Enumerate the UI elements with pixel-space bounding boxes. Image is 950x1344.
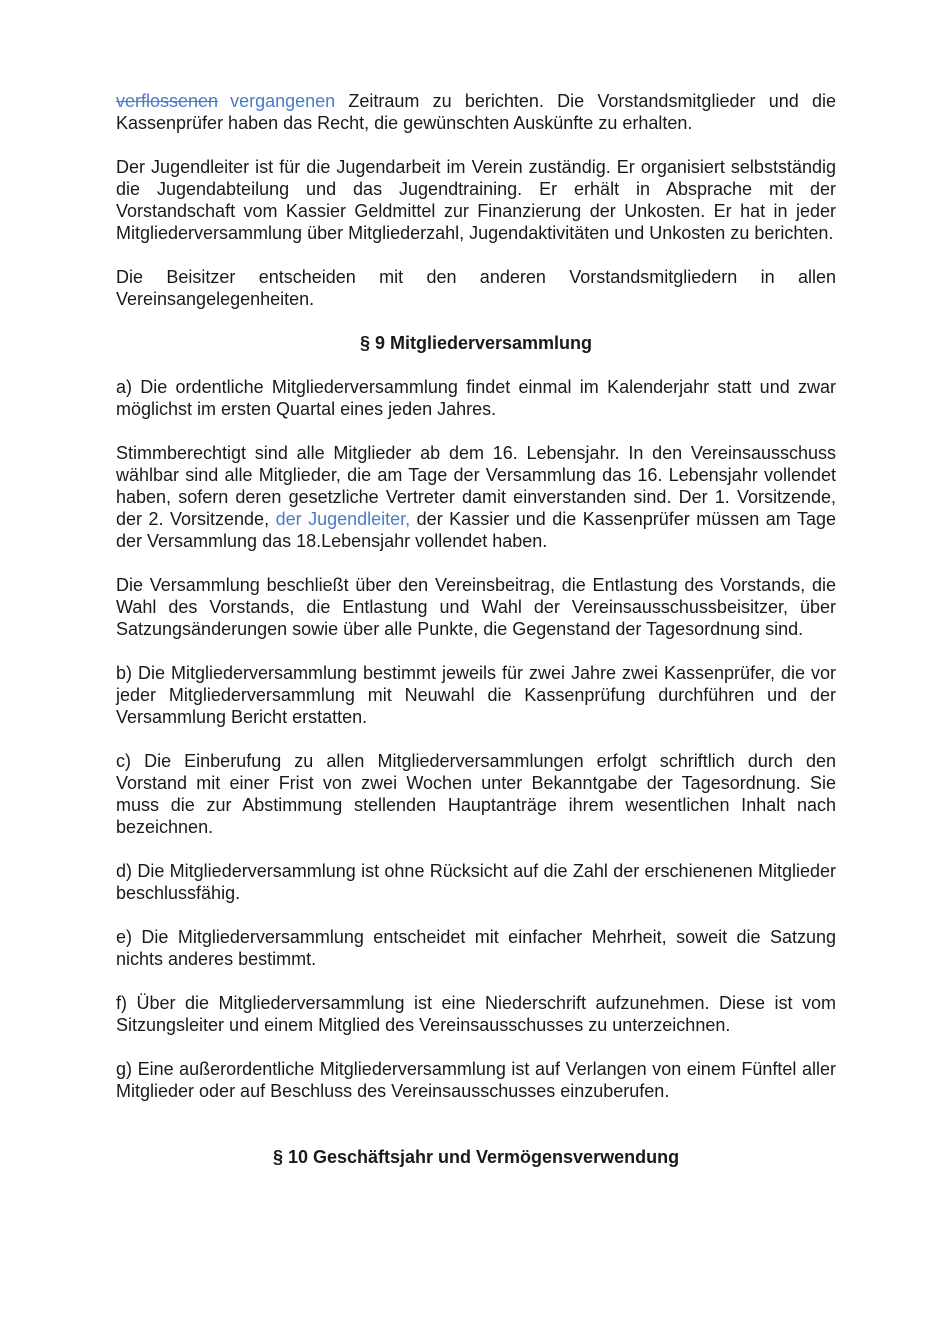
paragraph-f: f) Über die Mitgliederversammlung ist eine Niederschrift aufzunehmen. Diese ist vom Sitzungsleiter und einem Mitglied des Vereinsausschusses zu unterzeichnen. [116, 993, 836, 1035]
paragraph-jugendleiter: Der Jugendleiter ist für die Jugendarbeit im Verein zuständig. Er organisiert selbstständig die Jugendabteilung und das Jugendtraining. Er erhält in Absprache mit der Vorstandschaft vom Kassier Geldmittel zur Finanzierung der Unkosten. Er hat in jeder Mitgliederversammlung über Mitgliederzahl, Jugendaktivitäten und Unkosten zu berichten. [116, 157, 836, 243]
paragraph-b: b) Die Mitgliederversammlung bestimmt jeweils für zwei Jahre zwei Kassenprüfer, die vor jeder Mitgliederversammlung mit Neuwahl die Kassenprüfung durchführen und der Versammlung Bericht erstatten. [116, 663, 836, 727]
inserted-text: der Jugendleiter, [275, 509, 411, 529]
paragraph-versammlung: Die Versammlung beschließt über den Vereinsbeitrag, die Entlastung des Vorstands, die Wahl des Vorstands, die Entlastung und Wahl der Vereinsausschussbeisitzer, über Satzungsänderungen sowie über alle Punkte, die Gegenstand der Tagesordnung sind. [116, 575, 836, 639]
paragraph-text: Zeitraum zu berichten. Die Vorstandsmitglieder und die Kassenprüfer haben das Recht, die gewünschten Auskünfte zu erhalten. [116, 91, 836, 133]
paragraph-report-rights [116, 90, 836, 134]
document-page [116, 90, 836, 1190]
section-heading-10: § 10 Geschäftsjahr und Vermögensverwendung [272, 1147, 680, 1167]
deleted-text: verflossenen [116, 91, 219, 111]
paragraph-g: g) Eine außerordentliche Mitgliederversammlung ist auf Verlangen von einem Fünftel aller Mitglieder oder auf Beschluss des Vereinsausschusses einzuberufen. [116, 1059, 836, 1101]
paragraph-c: c) Die Einberufung zu allen Mitgliederversammlungen erfolgt schriftlich durch den Vorstand mit einer Frist von zwei Wochen unter Bekanntgabe der Tagesordnung. Sie muss die zur Abstimmung stellenden Hauptanträge ihrem wesentlichen Inhalt nach bezeichnen. [116, 751, 836, 837]
paragraph-text: der Kassier und die Kassenprüfer müssen am Tage der Versammlung das 18.Lebensjahr vollendet haben. [116, 509, 836, 551]
paragraph-a: a) Die ordentliche Mitgliederversammlung findet einmal im Kalenderjahr statt und zwar möglichst im ersten Quartal eines jeden Jahres. [116, 377, 836, 419]
paragraph-d: d) Die Mitgliederversammlung ist ohne Rücksicht auf die Zahl der erschienenen Mitglieder beschlussfähig. [116, 861, 836, 903]
paragraph-beisitzer: Die Beisitzer entscheiden mit den anderen Vorstandsmitgliedern in allen Vereinsangelegenheiten. [116, 267, 836, 309]
inserted-text: vergangenen [230, 91, 336, 111]
paragraph-e: e) Die Mitgliederversammlung entscheidet mit einfacher Mehrheit, soweit die Satzung nichts anderes bestimmt. [116, 927, 836, 969]
paragraph-stimmberechtigt [116, 442, 836, 552]
paragraph-text: Stimmberechtigt sind alle Mitglieder ab dem 16. Lebensjahr. In den Vereinsausschuss wählbar sind alle Mitglieder, die am Tage der Versammlung das 16. Lebensjahr vollendet haben, sofern deren gesetzliche Vertreter damit einverstanden sind. Der 1. Vorsitzende, der 2. Vorsitzende, [116, 443, 836, 529]
section-heading-9: § 9 Mitgliederversammlung [359, 333, 593, 353]
